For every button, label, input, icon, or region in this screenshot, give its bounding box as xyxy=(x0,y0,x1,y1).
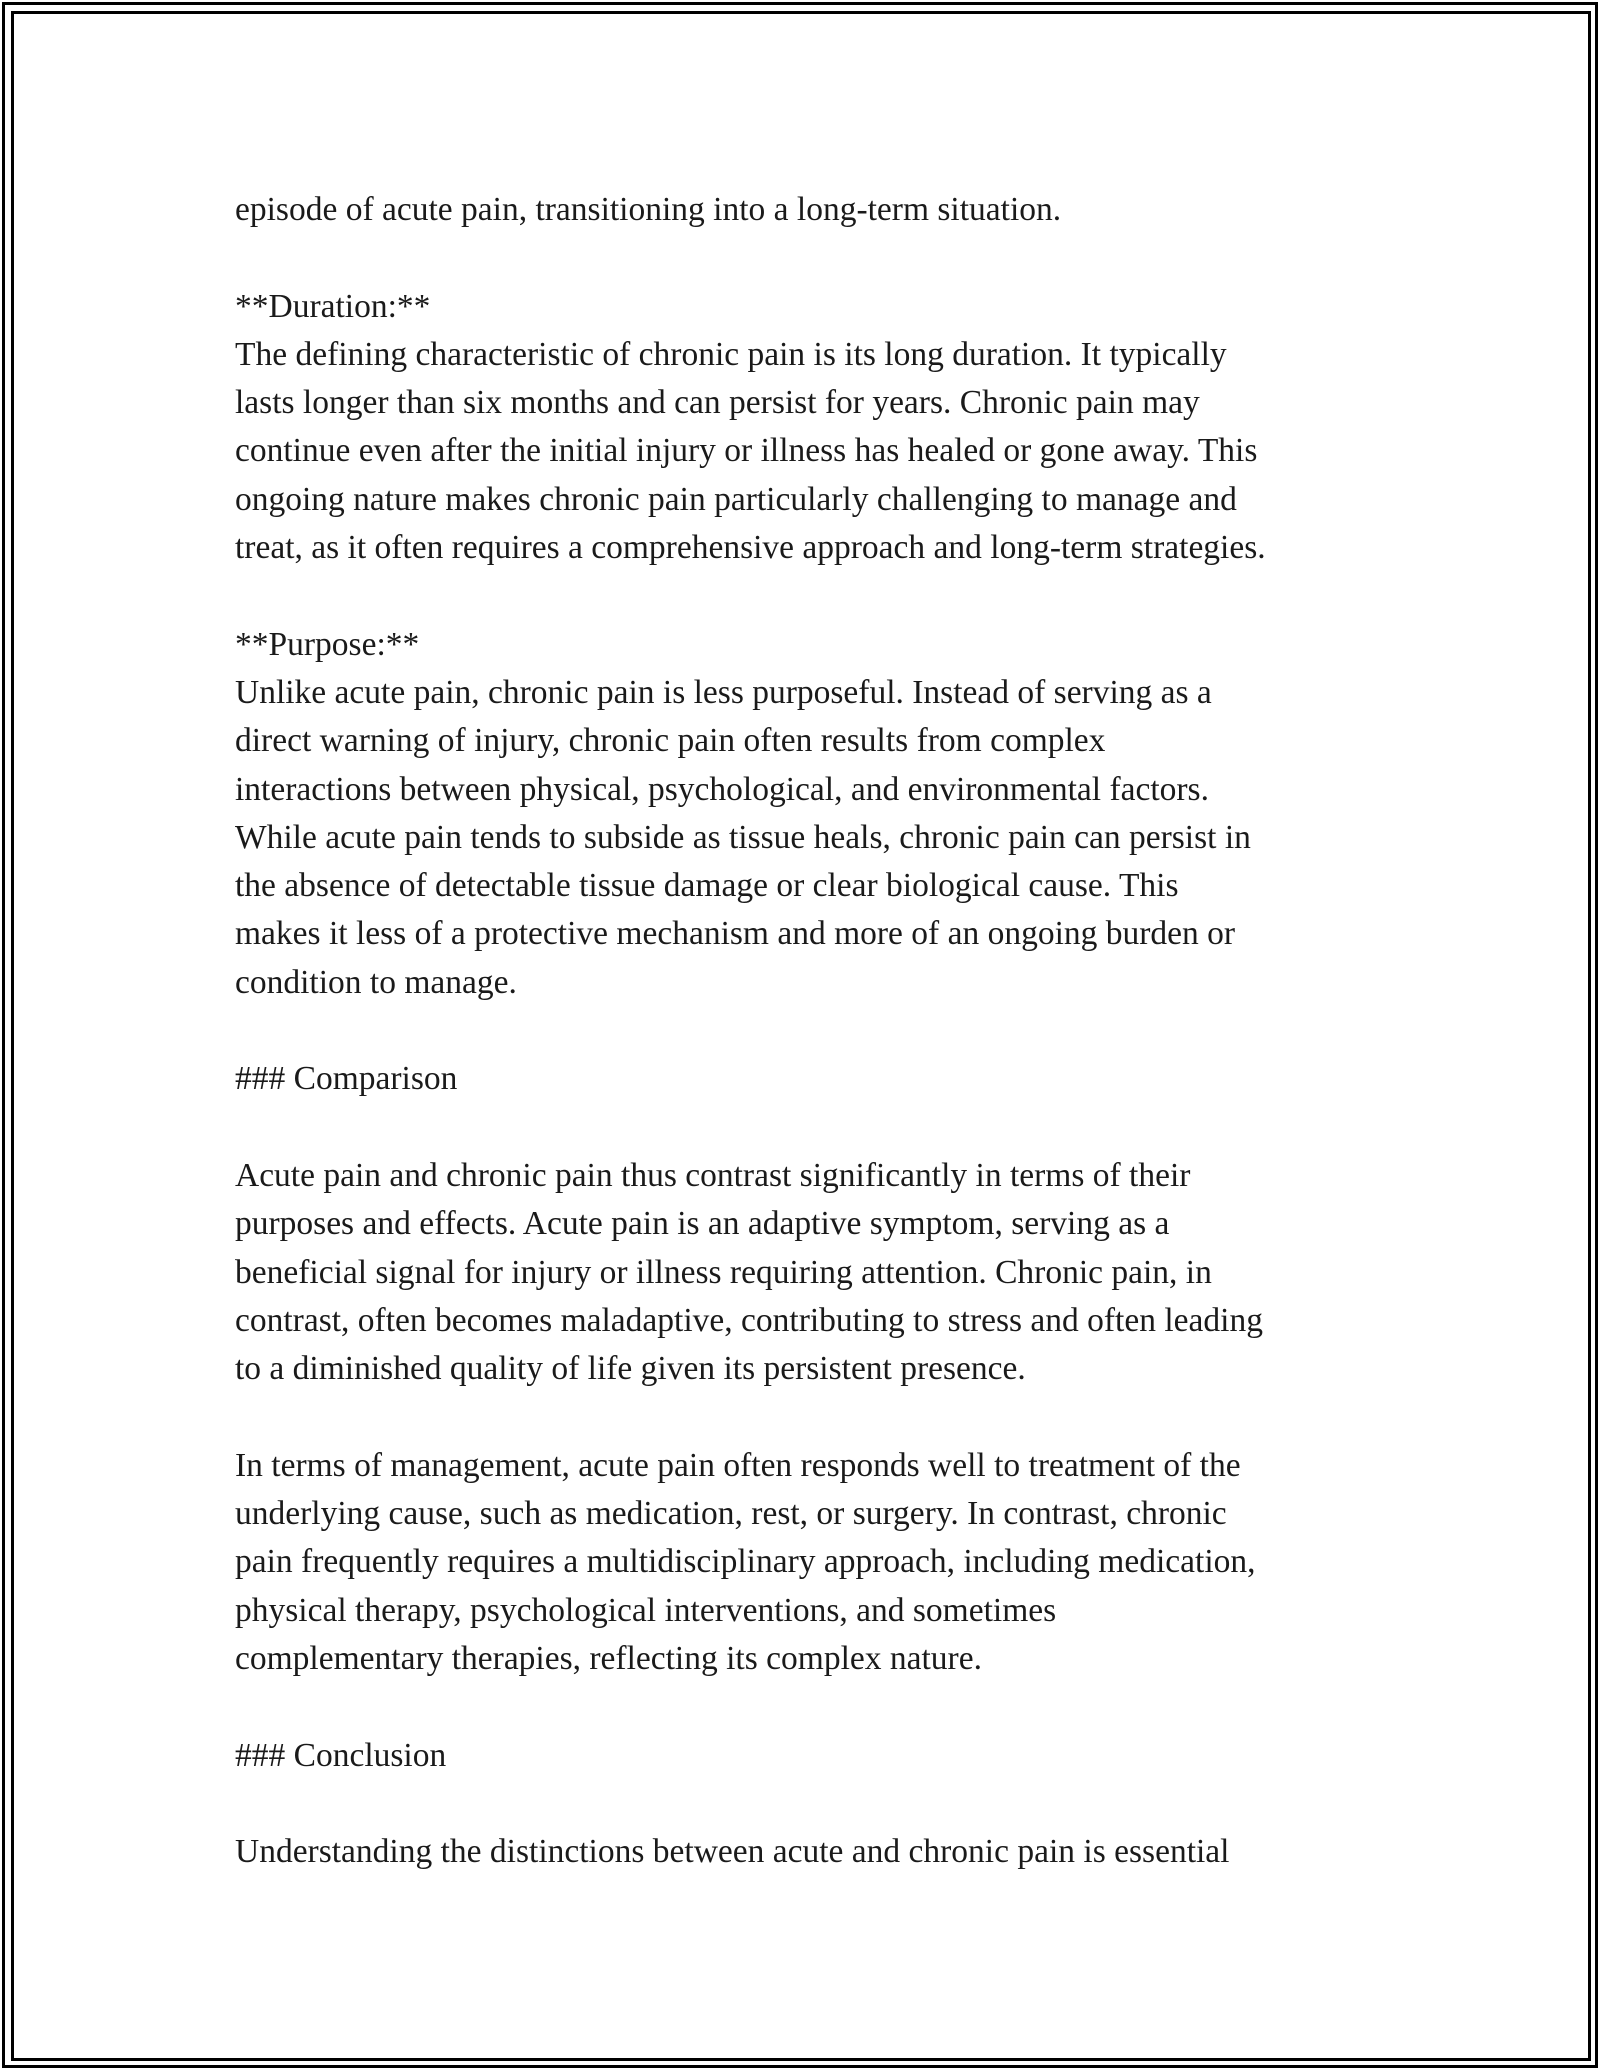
text-line: While acute pain tends to subside as tissue heals, chronic pain can persist in xyxy=(235,818,1251,856)
blank-line xyxy=(235,572,1385,620)
text-line: Understanding the distinctions between acute and chronic pain is essential xyxy=(235,1833,1230,1871)
text-line: direct warning of injury, chronic pain often results from complex xyxy=(235,722,1106,760)
text-line: Unlike acute pain, chronic pain is less purposeful. Instead of serving as a xyxy=(235,673,1212,711)
document-body xyxy=(235,186,1385,1876)
text-line: Acute pain and chronic pain thus contrast significantly in terms of their xyxy=(235,1156,1191,1194)
section-heading-conclusion: ### Conclusion xyxy=(235,1736,447,1774)
blank-line xyxy=(235,1780,1385,1828)
section-label-duration: **Duration:** xyxy=(235,287,431,325)
text-line: treat, as it often requires a comprehensive approach and long-term strategies. xyxy=(235,529,1266,567)
text-line: complementary therapies, reflecting its complex nature. xyxy=(235,1639,982,1677)
text-line: ongoing nature makes chronic pain particularly challenging to manage and xyxy=(235,480,1237,518)
section-heading-comparison: ### Comparison xyxy=(235,1060,458,1098)
text-line: the absence of detectable tissue damage or clear biological cause. This xyxy=(235,867,1179,905)
blank-line xyxy=(235,1007,1385,1055)
text-line: pain frequently requires a multidisciplinary approach, including medication, xyxy=(235,1543,1256,1581)
text-line: physical therapy, psychological interventions, and sometimes xyxy=(235,1591,1057,1629)
text-line: underlying cause, such as medication, rest, or surgery. In contrast, chronic xyxy=(235,1495,1227,1533)
text-line: condition to manage. xyxy=(235,963,517,1001)
text-line: makes it less of a protective mechanism and more of an ongoing burden or xyxy=(235,915,1236,953)
text-line: In terms of management, acute pain often responds well to treatment of the xyxy=(235,1446,1241,1484)
blank-line xyxy=(235,1683,1385,1731)
blank-line xyxy=(235,234,1385,282)
text-line: beneficial signal for injury or illness requiring attention. Chronic pain, in xyxy=(235,1253,1212,1291)
text-line: The defining characteristic of chronic pain is its long duration. It typically xyxy=(235,335,1227,373)
section-label-purpose: **Purpose:** xyxy=(235,625,420,663)
text-line: purposes and effects. Acute pain is an adaptive symptom, serving as a xyxy=(235,1205,1170,1243)
blank-line xyxy=(235,1393,1385,1441)
text-line: lasts longer than six months and can persist for years. Chronic pain may xyxy=(235,384,1200,422)
text-line: contrast, often becomes maladaptive, contributing to stress and often leading xyxy=(235,1301,1263,1339)
text-line: episode of acute pain, transitioning into a long-term situation. xyxy=(235,191,1062,228)
text-line: interactions between physical, psychological, and environmental factors. xyxy=(235,770,1209,808)
text-line: to a diminished quality of life given its persistent presence. xyxy=(235,1350,1026,1388)
blank-line xyxy=(235,1104,1385,1152)
text-line: continue even after the initial injury or illness has healed or gone away. This xyxy=(235,432,1258,470)
